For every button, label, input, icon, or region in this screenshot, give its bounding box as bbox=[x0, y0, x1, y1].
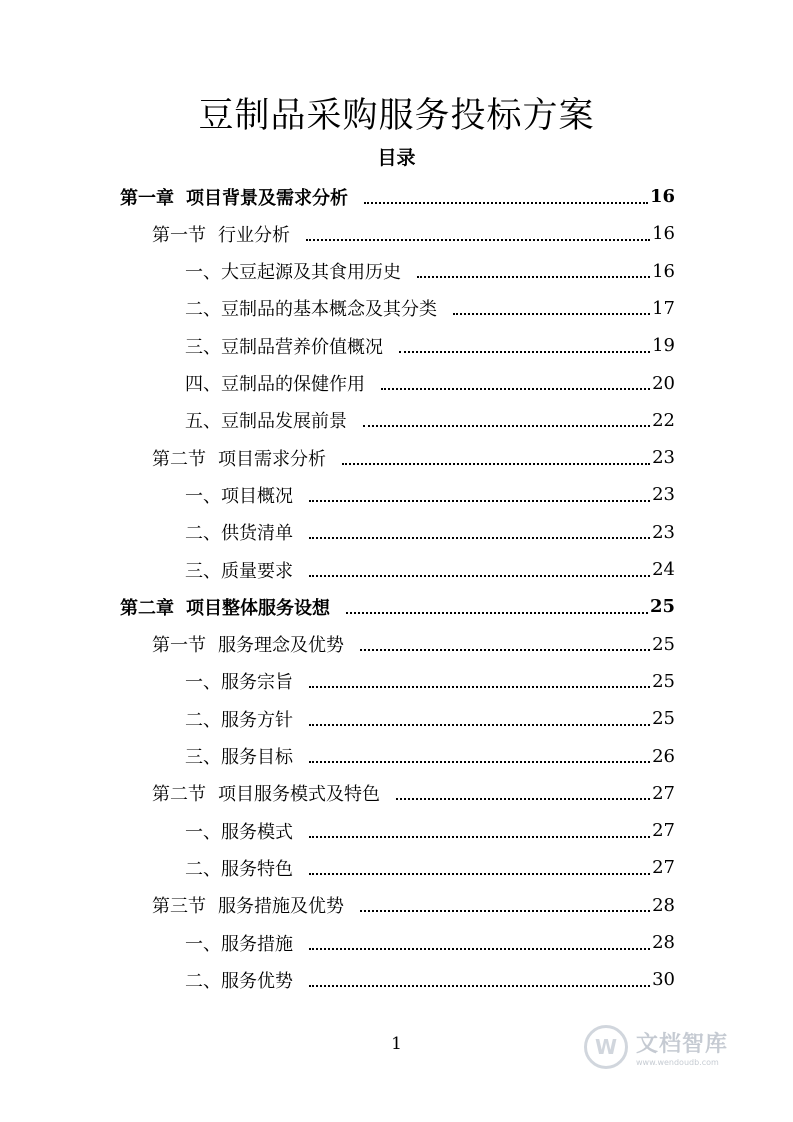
toc-entry-number: 二、 bbox=[185, 709, 221, 731]
toc-entry-title: 服务模式 bbox=[221, 821, 293, 843]
toc-entry-number: 第二节 bbox=[152, 784, 206, 806]
toc-entry-number: 第一节 bbox=[152, 224, 206, 246]
toc-entry-number: 一、 bbox=[185, 933, 221, 955]
toc-entry-page: 25 bbox=[649, 596, 675, 618]
toc-entry-number: 二、 bbox=[185, 858, 221, 880]
toc-entry-page: 19 bbox=[652, 335, 675, 357]
toc-entry-level-2[interactable] bbox=[152, 626, 675, 663]
toc-dot-leader bbox=[309, 724, 650, 726]
toc-entry-number: 五、 bbox=[185, 411, 221, 433]
toc-entry-number: 第二章 bbox=[120, 597, 174, 619]
toc-dot-leader bbox=[396, 798, 650, 800]
toc-dot-leader bbox=[309, 500, 650, 502]
toc-entry-page: 16 bbox=[649, 186, 675, 207]
toc-entry-title: 服务优势 bbox=[221, 970, 293, 992]
toc-entry-level-3[interactable] bbox=[185, 327, 675, 364]
toc-entry-title: 行业分析 bbox=[218, 224, 290, 246]
toc-entry-page: 22 bbox=[652, 409, 675, 431]
toc-entry-title: 项目服务模式及特色 bbox=[218, 784, 380, 806]
toc-entry-level-3[interactable] bbox=[185, 700, 675, 737]
toc-entry-title: 项目背景及需求分析 bbox=[186, 187, 348, 209]
toc-entry-page: 16 bbox=[652, 223, 675, 245]
page-number: 1 bbox=[391, 1034, 402, 1054]
toc-entry-level-3[interactable] bbox=[185, 812, 675, 849]
toc-entry-level-3[interactable] bbox=[185, 663, 675, 700]
watermark-url: www.wendoudb.com bbox=[636, 1058, 719, 1067]
toc-entry-level-3[interactable] bbox=[185, 849, 675, 886]
toc-entry-page: 20 bbox=[652, 372, 675, 394]
toc-entry-page: 24 bbox=[652, 559, 675, 580]
toc-dot-leader bbox=[364, 202, 648, 204]
toc-dot-leader bbox=[309, 873, 650, 875]
toc-entry-level-2[interactable] bbox=[152, 775, 675, 812]
toc-dot-leader bbox=[363, 425, 650, 427]
toc-entry-level-3[interactable] bbox=[185, 402, 675, 439]
toc-dot-leader bbox=[453, 313, 650, 315]
toc-dot-leader bbox=[309, 537, 650, 539]
toc-entry-page: 16 bbox=[652, 260, 675, 282]
toc-entry-number: 一、 bbox=[185, 821, 221, 843]
toc-entry-title: 服务措施及优势 bbox=[218, 896, 344, 918]
toc-entry-page: 28 bbox=[652, 894, 675, 916]
toc-dot-leader bbox=[309, 575, 650, 577]
toc-dot-leader bbox=[342, 463, 650, 465]
watermark-name: 文档智库 bbox=[636, 1032, 729, 1057]
toc-entry-page: 25 bbox=[652, 633, 675, 655]
toc-entry-page: 17 bbox=[652, 297, 675, 319]
toc-entry-level-1[interactable] bbox=[120, 178, 675, 215]
toc-dot-leader bbox=[309, 836, 650, 838]
toc-entry-level-3[interactable] bbox=[185, 253, 675, 290]
toc-entry-title: 豆制品的保健作用 bbox=[221, 374, 365, 395]
toc-entry-title: 服务措施 bbox=[221, 933, 293, 955]
toc-entry-page: 28 bbox=[652, 932, 675, 953]
toc-entry-title: 项目概况 bbox=[221, 485, 293, 507]
toc-entry-number: 三、 bbox=[185, 747, 221, 768]
toc-entry-number: 第三节 bbox=[152, 896, 206, 918]
toc-entry-title: 项目需求分析 bbox=[218, 448, 326, 470]
toc-dot-leader bbox=[360, 910, 650, 912]
toc-entry-page: 26 bbox=[652, 745, 675, 767]
toc-entry-level-3[interactable] bbox=[185, 924, 675, 961]
toc-entry-page: 23 bbox=[652, 484, 675, 506]
toc-entry-level-3[interactable] bbox=[185, 514, 675, 551]
toc-entry-level-2[interactable] bbox=[152, 215, 675, 252]
toc-entry-level-3[interactable] bbox=[185, 961, 675, 998]
toc-entry-number: 第一节 bbox=[152, 635, 206, 657]
toc-dot-leader bbox=[360, 649, 650, 651]
toc-dot-leader bbox=[309, 985, 650, 987]
toc-entry-number: 四、 bbox=[185, 374, 221, 395]
toc-entry-title: 供货清单 bbox=[221, 523, 293, 545]
toc-entry-number: 第一章 bbox=[120, 187, 174, 209]
toc-entry-page: 27 bbox=[652, 782, 675, 804]
toc-entry-number: 三、 bbox=[185, 336, 221, 358]
toc-entry-page: 23 bbox=[652, 447, 675, 469]
toc-dot-leader bbox=[346, 612, 648, 614]
toc-entry-title: 服务特色 bbox=[221, 858, 293, 880]
toc-entry-title: 豆制品的基本概念及其分类 bbox=[221, 299, 437, 321]
toc-entry-level-3[interactable] bbox=[185, 476, 675, 513]
toc-entry-number: 第二节 bbox=[152, 448, 206, 470]
toc-entry-page: 30 bbox=[652, 969, 675, 991]
toc-dot-leader bbox=[417, 276, 650, 278]
toc-entry-title: 豆制品营养价值概况 bbox=[221, 336, 383, 358]
toc-entry-title: 豆制品发展前景 bbox=[221, 411, 347, 433]
toc-entry-title: 项目整体服务设想 bbox=[186, 597, 330, 619]
toc-entry-title: 服务目标 bbox=[221, 747, 293, 768]
toc-dot-leader bbox=[399, 351, 650, 353]
toc-entry-level-2[interactable] bbox=[152, 887, 675, 924]
document-title: 豆制品采购服务投标方案 bbox=[198, 96, 595, 136]
toc-dot-leader bbox=[381, 388, 650, 390]
toc-entry-level-3[interactable] bbox=[185, 365, 675, 402]
toc-entry-level-3[interactable] bbox=[185, 738, 675, 775]
toc-entry-title: 服务理念及优势 bbox=[218, 635, 344, 657]
toc-heading: 目录 bbox=[377, 147, 416, 169]
toc-entry-number: 二、 bbox=[185, 299, 221, 321]
toc-entry-number: 一、 bbox=[185, 485, 221, 507]
toc-entry-level-3[interactable] bbox=[185, 551, 675, 588]
toc-entry-title: 大豆起源及其食用历史 bbox=[221, 262, 401, 284]
toc-entry-number: 三、 bbox=[185, 560, 221, 582]
toc-entry-page: 27 bbox=[652, 820, 675, 842]
watermark bbox=[584, 1022, 774, 1072]
toc-entry-level-1[interactable] bbox=[120, 588, 675, 625]
toc-entry-number: 一、 bbox=[185, 672, 221, 694]
toc-entry-number: 一、 bbox=[185, 262, 221, 284]
toc-entry-page: 27 bbox=[652, 857, 675, 879]
toc-dot-leader bbox=[309, 948, 650, 950]
toc-entry-title: 服务方针 bbox=[221, 709, 293, 731]
toc-dot-leader bbox=[309, 761, 650, 763]
toc-entry-level-3[interactable] bbox=[185, 290, 675, 327]
toc-entry-page: 25 bbox=[652, 670, 675, 692]
toc-entry-title: 服务宗旨 bbox=[221, 672, 293, 694]
wenku-logo-icon: W bbox=[584, 1025, 628, 1069]
toc-entry-page: 25 bbox=[652, 708, 675, 730]
toc-entry-number: 二、 bbox=[185, 523, 221, 545]
toc-entry-title: 质量要求 bbox=[221, 560, 293, 582]
toc-entry-number: 二、 bbox=[185, 970, 221, 992]
toc-entry-page: 23 bbox=[652, 521, 675, 543]
toc-dot-leader bbox=[306, 239, 650, 241]
toc-entry-level-2[interactable] bbox=[152, 439, 675, 476]
toc-dot-leader bbox=[309, 686, 650, 688]
